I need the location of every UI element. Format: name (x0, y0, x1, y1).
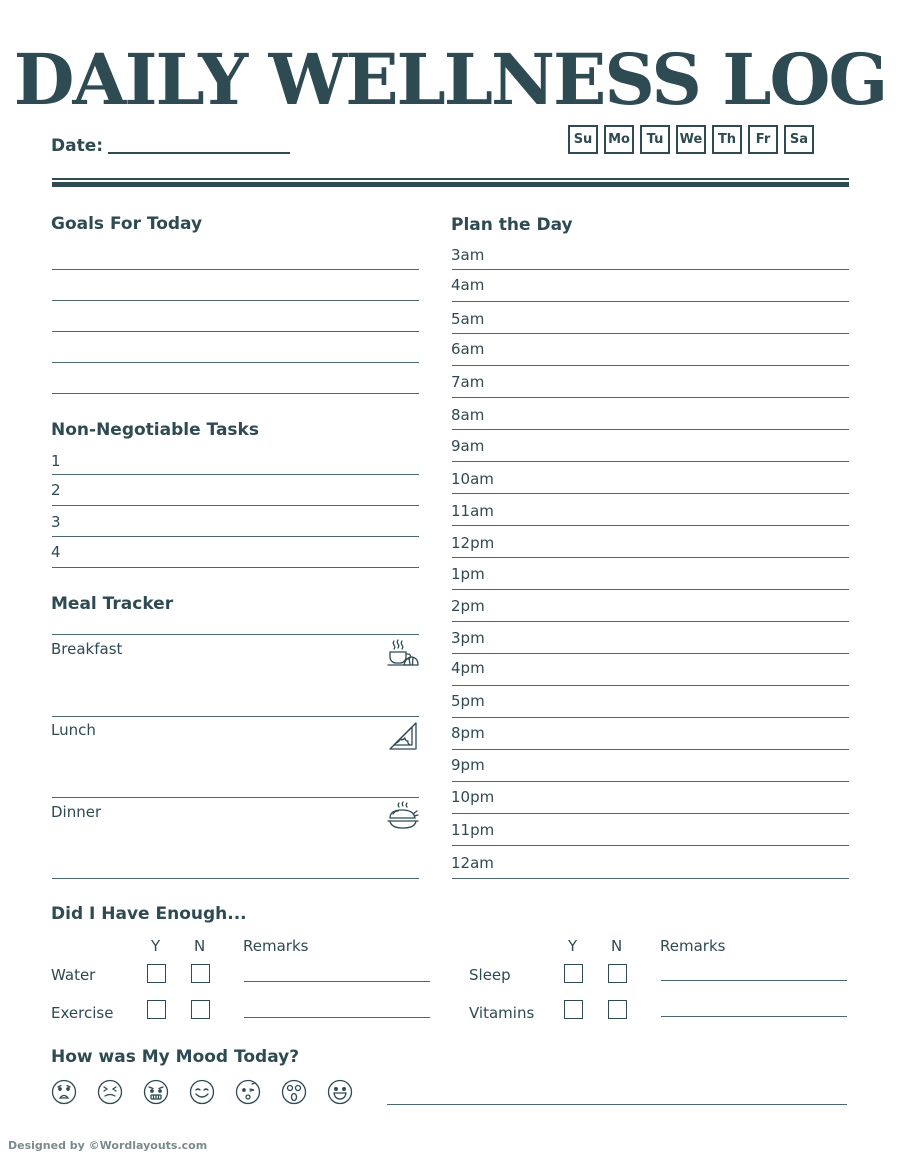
time-label: 3pm (451, 629, 485, 647)
header-divider-thick (52, 182, 849, 187)
exercise-remarks-field[interactable] (244, 1017, 430, 1018)
time-slot-line[interactable] (452, 461, 849, 462)
day-box-saturday[interactable]: Sa (784, 125, 814, 154)
meal-line-lunch[interactable] (52, 797, 419, 798)
meal-label-lunch: Lunch (51, 721, 96, 739)
exercise-yes-checkbox[interactable] (147, 1000, 166, 1019)
meals-heading: Meal Tracker (51, 594, 174, 614)
time-slot-line[interactable] (452, 557, 849, 558)
vitamins-no-checkbox[interactable] (608, 1000, 627, 1019)
enough-heading: Did I Have Enough... (51, 904, 247, 924)
page-title: DAILY WELLNESS LOG (13, 38, 887, 121)
mood-notes-field[interactable] (387, 1104, 847, 1105)
meal-label-breakfast: Breakfast (51, 640, 123, 658)
sleep-remarks-field[interactable] (661, 980, 847, 981)
time-label: 4am (451, 276, 485, 294)
time-label: 4pm (451, 659, 485, 677)
sleep-label: Sleep (469, 966, 511, 984)
no-column-label: N (194, 937, 206, 955)
day-box-wednesday[interactable]: We (676, 125, 706, 154)
time-label: 11am (451, 502, 494, 520)
weekday-selector (568, 125, 814, 154)
sleep-yes-checkbox[interactable] (564, 964, 583, 983)
time-slot-line[interactable] (452, 365, 849, 366)
time-label: 6am (451, 340, 485, 358)
vitamins-label: Vitamins (469, 1004, 535, 1022)
time-label: 9am (451, 437, 485, 455)
time-label: 2pm (451, 597, 485, 615)
time-slot-line[interactable] (452, 621, 849, 622)
goal-line[interactable] (52, 362, 419, 363)
time-label: 11pm (451, 821, 495, 839)
squinting-face-icon[interactable] (97, 1079, 123, 1105)
time-slot-line[interactable] (452, 653, 849, 654)
remarks-column-label: Remarks (660, 937, 726, 955)
sleep-no-checkbox[interactable] (608, 964, 627, 983)
task-line[interactable] (52, 536, 419, 537)
vitamins-yes-checkbox[interactable] (564, 1000, 583, 1019)
water-yes-checkbox[interactable] (147, 964, 166, 983)
meal-label-dinner: Dinner (51, 803, 102, 821)
goal-line[interactable] (52, 300, 419, 301)
goal-line[interactable] (52, 331, 419, 332)
time-label: 8pm (451, 724, 485, 742)
grinning-face-icon[interactable] (327, 1079, 353, 1105)
time-slot-line[interactable] (452, 781, 849, 782)
time-label: 9pm (451, 756, 485, 774)
exercise-label: Exercise (51, 1004, 114, 1022)
time-slot-line[interactable] (452, 749, 849, 750)
time-slot-line[interactable] (452, 589, 849, 590)
time-slot-line[interactable] (452, 493, 849, 494)
goal-line[interactable] (52, 393, 419, 394)
yes-column-label: Y (151, 937, 161, 955)
day-box-thursday[interactable]: Th (712, 125, 742, 154)
time-slot-line[interactable] (452, 429, 849, 430)
smiling-face-icon[interactable] (189, 1079, 215, 1105)
date-label: Date: (51, 136, 104, 156)
time-label: 5am (451, 310, 485, 328)
task-line[interactable] (52, 505, 419, 506)
water-remarks-field[interactable] (244, 981, 430, 982)
goal-line[interactable] (52, 269, 419, 270)
tasks-heading: Non-Negotiable Tasks (51, 420, 259, 440)
time-label: 3am (451, 246, 485, 264)
vitamins-remarks-field[interactable] (661, 1016, 847, 1017)
time-label: 12pm (451, 534, 495, 552)
plan-heading: Plan the Day (451, 215, 573, 235)
time-slot-line[interactable] (452, 878, 849, 879)
task-number: 4 (51, 543, 61, 561)
mood-heading: How was My Mood Today? (51, 1047, 300, 1067)
task-number: 2 (51, 481, 61, 499)
time-label: 10am (451, 470, 494, 488)
day-box-tuesday[interactable]: Tu (640, 125, 670, 154)
meal-line-dinner[interactable] (52, 878, 419, 879)
surprised-face-icon[interactable] (281, 1079, 307, 1105)
time-slot-line[interactable] (452, 717, 849, 718)
sandwich-icon (387, 720, 419, 752)
task-number: 3 (51, 513, 61, 531)
task-number: 1 (51, 452, 61, 470)
date-field[interactable] (108, 152, 290, 154)
task-line[interactable] (52, 567, 419, 568)
footer-credit: Designed by ©Wordlayouts.com (8, 1139, 208, 1152)
water-label: Water (51, 966, 96, 984)
time-label: 5pm (451, 692, 485, 710)
winking-face-icon[interactable] (235, 1079, 261, 1105)
worried-face-icon[interactable] (143, 1079, 169, 1105)
time-slot-line[interactable] (452, 269, 849, 270)
time-slot-line[interactable] (452, 333, 849, 334)
no-column-label: N (611, 937, 623, 955)
time-label: 7am (451, 373, 485, 391)
task-line[interactable] (52, 474, 419, 475)
time-label: 12am (451, 854, 494, 872)
coffee-croissant-icon (387, 637, 419, 669)
exercise-no-checkbox[interactable] (191, 1000, 210, 1019)
remarks-column-label: Remarks (243, 937, 309, 955)
yes-column-label: Y (568, 937, 578, 955)
time-slot-line[interactable] (452, 525, 849, 526)
time-label: 8am (451, 406, 485, 424)
day-box-friday[interactable]: Fr (748, 125, 778, 154)
goals-heading: Goals For Today (51, 214, 203, 234)
water-no-checkbox[interactable] (191, 964, 210, 983)
day-box-sunday[interactable]: Su (568, 125, 598, 154)
sad-face-icon[interactable] (51, 1079, 77, 1105)
meal-divider (52, 634, 419, 635)
time-slot-line[interactable] (452, 813, 849, 814)
meal-line-breakfast[interactable] (52, 716, 419, 717)
time-slot-line[interactable] (452, 845, 849, 846)
roast-chicken-icon (387, 800, 419, 832)
time-label: 10pm (451, 788, 495, 806)
time-slot-line[interactable] (452, 685, 849, 686)
day-box-monday[interactable]: Mo (604, 125, 634, 154)
time-slot-line[interactable] (452, 301, 849, 302)
time-label: 1pm (451, 565, 485, 583)
header-divider-thin (52, 178, 849, 180)
time-slot-line[interactable] (452, 397, 849, 398)
